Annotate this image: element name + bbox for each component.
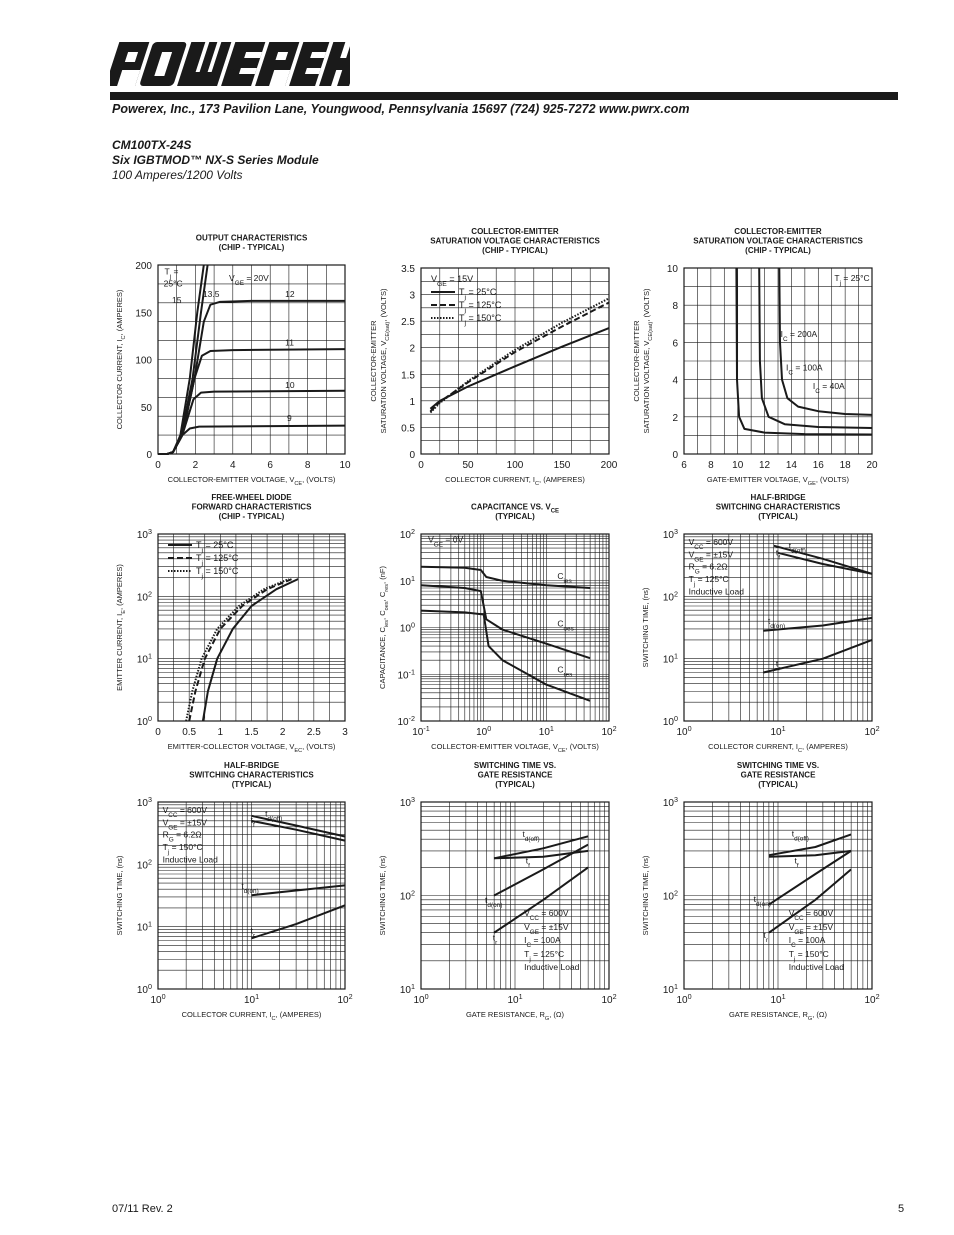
x-tick-label: 12 (759, 460, 771, 471)
chart-title-line: (TYPICAL) (495, 780, 535, 789)
y-tick-label: $10^1$ (662, 981, 678, 996)
legend-entry: $T_j = 125^\circ C$ (196, 553, 239, 567)
annotation-label: 13.5 (202, 289, 220, 300)
x-axis-label: COLLECTOR CURRENT, $I_C$, (AMPERES) (181, 1010, 322, 1022)
annotation-label: 11 (285, 337, 294, 348)
x-tick-label: $10^0$ (476, 723, 492, 738)
annotation-label: $t_{d(on)}$ (241, 881, 259, 895)
page-number: 5 (898, 1203, 905, 1215)
x-tick-label: $10^0$ (413, 991, 429, 1006)
chart-title (430, 227, 600, 255)
chart-c6 (641, 493, 880, 754)
series-line (494, 836, 588, 858)
x-axis-label: COLLECTOR CURRENT, $I_C$, (AMPERES) (708, 742, 848, 754)
legend-entry: $T_j = 125^\circ C$ (459, 300, 502, 314)
x-tick-label: 2.5 (306, 727, 321, 738)
x-tick-label: 6 (681, 460, 687, 471)
chart-title-line: COLLECTOR-EMITTER (471, 227, 559, 236)
chart-c7 (115, 761, 353, 1022)
x-tick-label: 1.5 (244, 727, 259, 738)
series-line (421, 585, 590, 658)
x-tick-label: $10^1$ (770, 991, 786, 1006)
chart-title-line: OUTPUT CHARACTERISTICS (195, 233, 308, 243)
annotation-label: $t_f$ (775, 547, 781, 562)
series-line (252, 905, 346, 938)
part-number: CM100TX-24S (112, 138, 192, 152)
y-tick-label: 10 (666, 264, 678, 275)
series-line (778, 553, 872, 574)
y-tick-label: 6 (672, 338, 678, 350)
x-tick-label: 0 (418, 460, 424, 471)
chart-title-line: FORWARD CHARACTERISTICS (191, 502, 312, 512)
annotation-label: $C_{oes}$ (557, 618, 574, 633)
logo-text: POWEREX (230, 70, 236, 71)
x-tick-label: 150 (553, 460, 571, 471)
annotation-label: Inductive Load (524, 961, 580, 972)
legend (431, 274, 502, 327)
y-axis-label: COLLECTOR CURRENT, $I_C$, (AMPERES) (115, 289, 127, 430)
y-tick-label: 4 (672, 375, 678, 387)
y-tick-label: 0 (146, 450, 152, 461)
annotation-label: $V_{GE} = 20V$ (229, 273, 269, 287)
y-tick-label: $10^0$ (399, 620, 415, 635)
x-tick-label: $10^1$ (243, 991, 260, 1006)
series-line (252, 816, 346, 837)
x-tick-label: $10^0$ (150, 991, 166, 1006)
y-tick-label: 100 (135, 355, 152, 367)
chart-title-line: SWITCHING CHARACTERISTICS (189, 770, 314, 780)
y-axis-label: CAPACITANCE, $C_{ies}$, $C_{oes}$, $C_{res}$, (nF) (378, 566, 390, 689)
x-tick-label: 0 (155, 727, 161, 738)
chart-title-line: COLLECTOR-EMITTER (734, 227, 822, 236)
y-tick-label: $10^1$ (662, 651, 678, 666)
x-tick-label: 8 (304, 460, 311, 471)
x-tick-label: 10 (732, 460, 744, 471)
x-tick-label: 0 (155, 460, 161, 471)
y-tick-label: $10^3$ (399, 794, 415, 809)
y-tick-label: $10^3$ (662, 794, 678, 809)
y-tick-label: 2 (409, 343, 415, 355)
chart-title (189, 761, 314, 789)
y-tick-label: 1.5 (401, 370, 415, 382)
annotation-label: $t_r$ (763, 930, 768, 944)
x-tick-label: 50 (462, 460, 474, 471)
y-tick-label: $10^{-1}$ (397, 666, 415, 682)
annotation-label: $t_r$ (775, 658, 781, 672)
x-tick-label: $10^2$ (601, 991, 617, 1006)
chart-title-line: (CHIP - TYPICAL) (218, 243, 285, 252)
x-axis-label: COLLECTOR-EMITTER VOLTAGE, $V_{CE}$, (VOLTS) (431, 742, 599, 754)
series-line (430, 303, 609, 412)
annotation-label: $T_j = 25^\circ C$ (834, 273, 870, 287)
chart-title-line: SATURATION VOLTAGE CHARACTERISTICS (430, 236, 600, 246)
y-axis-label: COLLECTOR-EMITTER (369, 320, 378, 402)
y-tick-label: $10^3$ (136, 526, 152, 541)
y-tick-label: 3.5 (401, 264, 415, 275)
y-tick-label: 2.5 (401, 317, 415, 329)
x-tick-label: $10^1$ (538, 723, 554, 738)
y-tick-label: $10^2$ (662, 888, 678, 903)
y-tick-label: $10^3$ (136, 794, 152, 809)
series-line (769, 851, 851, 905)
x-tick-label: 18 (839, 460, 851, 471)
chart-title (474, 761, 556, 789)
annotation-label: 25°C (163, 278, 183, 289)
chart-c5 (378, 503, 617, 755)
y-tick-label: $10^2$ (136, 588, 152, 604)
y-axis-label: SATURATION VOLTAGE, $V_{CE(sat)}$, (VOLTS) (642, 288, 654, 434)
chart-title-line: (TYPICAL) (231, 780, 272, 789)
annotation-label: $V_{CC} = 600V$ (524, 908, 569, 922)
company-address: Powerex, Inc., 173 Pavilion Lane, Youngwood, Pennsylvania 15697 (724) 925-7272 www.pwrx.com (112, 102, 690, 116)
y-tick-label: $10^0$ (136, 981, 152, 996)
annotation-label: $t_{d(on)}$ (767, 615, 786, 630)
y-tick-label: 150 (135, 308, 152, 320)
chart-title-line: SWITCHING CHARACTERISTICS (715, 502, 841, 512)
chart-title-line: HALF-BRIDGE (750, 493, 806, 502)
x-axis-label: EMITTER-COLLECTOR VOLTAGE, $V_{EC}$, (VOLTS) (167, 742, 336, 754)
part-description: Six IGBTMOD™ NX-S Series Module (112, 153, 319, 167)
annotation-label: $t_{d(off)}$ (788, 540, 806, 555)
gridlines (421, 534, 609, 721)
chart-title-line: GATE RESISTANCE (477, 770, 553, 780)
y-tick-label: $10^0$ (136, 713, 152, 728)
x-tick-label: 3 (342, 727, 348, 738)
part-rating: 100 Amperes/1200 Volts (112, 168, 243, 182)
gridlines (158, 534, 345, 721)
annotation-label: $t_f$ (794, 855, 799, 869)
x-tick-label: 1 (217, 727, 224, 738)
x-axis-label: GATE RESISTANCE, $R_G$, (Ω) (728, 1010, 828, 1022)
gridlines (684, 268, 872, 454)
chart-title-line: (CHIP - TYPICAL) (745, 246, 811, 255)
annotation-label: $I_C = 100A$ (786, 362, 823, 376)
annotation-label: 15 (172, 294, 182, 305)
annotation-label: $V_{CC} = 600V$ (788, 908, 834, 922)
y-axis-label: SWITCHING TIME, (ns) (641, 855, 650, 936)
chart-title (196, 234, 308, 253)
chart-title-line: GATE RESISTANCE (740, 770, 816, 780)
series-line (736, 268, 872, 435)
x-tick-label: 16 (812, 460, 824, 471)
legend-header: $V_{GE} = 15V$ (431, 274, 474, 288)
annotation-label: $I_C = 100A$ (788, 935, 826, 949)
y-tick-label: 8 (672, 301, 678, 313)
x-tick-label: 10 (339, 460, 351, 471)
x-tick-label: 2 (279, 727, 286, 738)
y-tick-label: $10^0$ (662, 713, 678, 728)
y-tick-label: $10^1$ (136, 651, 152, 666)
annotation-label: $R_G = 6.2\Omega$ (162, 829, 202, 843)
y-tick-label: $10^2$ (399, 888, 415, 903)
x-axis-label: GATE RESISTANCE, $R_G$, (Ω) (465, 1010, 565, 1022)
annotation-label: $I_C = 100A$ (524, 935, 561, 949)
x-tick-label: 20 (866, 460, 878, 471)
annotation-label: $t_{d(off)}$ (791, 828, 809, 842)
chart-title-line: SATURATION VOLTAGE CHARACTERISTICS (693, 236, 863, 246)
annotation-label: $t_{d(on)}$ (753, 894, 771, 908)
legend-entry: $T_j = 150^\circ C$ (459, 313, 502, 327)
annotation-label: $T_j = 125^\circ C$ (688, 573, 729, 588)
annotation-label: $C_{res}$ (557, 664, 573, 678)
x-tick-label: $10^1$ (770, 723, 786, 738)
annotation-label: $V_{CC} = 600V$ (162, 804, 208, 819)
chart-title-line: (TYPICAL) (758, 512, 798, 521)
annotation-label: $t_{d(off)}$ (265, 808, 283, 822)
annotation-label: Inductive Load (688, 586, 744, 597)
y-tick-label: 2 (672, 412, 678, 424)
y-tick-label: 0.5 (401, 423, 415, 435)
annotation-label: $V_{GE} = \pm 15V$ (688, 549, 734, 563)
annotation-label: 10 (285, 379, 295, 390)
y-tick-label: 0 (409, 450, 415, 461)
chart-title (737, 761, 819, 789)
annotation-label: $V_{GE} = 0V$ (428, 534, 464, 549)
y-axis-label: SWITCHING TIME, (ns) (641, 587, 650, 668)
annotation-label: $V_{CC} = 600V$ (688, 536, 734, 551)
x-axis-label: GATE-EMITTER VOLTAGE, $V_{GE}$, (VOLTS) (706, 475, 850, 487)
series-line (252, 885, 346, 895)
chart-title-line: (CHIP - TYPICAL) (218, 512, 285, 521)
series-line (759, 268, 872, 428)
x-tick-label: 0.5 (182, 727, 197, 738)
y-tick-label: 200 (135, 261, 152, 272)
gridlines (421, 268, 609, 454)
chart-title-line: HALF-BRIDGE (223, 761, 280, 770)
chart-c1 (115, 234, 351, 488)
chart-title-line: CAPACITANCE VS. $V_{CE}$ (470, 502, 560, 515)
x-tick-label: 2 (192, 460, 199, 471)
annotation-label: $I_C = 200A$ (780, 328, 818, 343)
y-tick-label: $10^2$ (662, 588, 678, 604)
annotation-label: $V_{GE} = \pm 15V$ (162, 817, 207, 831)
y-tick-label: 0 (672, 450, 678, 461)
y-tick-label: 50 (140, 402, 152, 414)
y-axis-label: EMITTER CURRENT, $I_E$, (AMPERES) (115, 564, 127, 691)
series-line (494, 845, 588, 896)
annotation-label: 12 (285, 289, 295, 300)
y-tick-label: $10^1$ (399, 573, 415, 588)
chart-title-line: (TYPICAL) (758, 780, 798, 789)
x-axis-label: COLLECTOR-EMITTER VOLTAGE, $V_{CE}$, (VOLTS) (167, 475, 336, 487)
chart-title-line: SWITCHING TIME VS. (736, 761, 820, 770)
y-tick-label: $10^1$ (136, 919, 152, 934)
chart-title (693, 227, 863, 255)
series-line (779, 268, 872, 415)
chart-title-line: (CHIP - TYPICAL) (482, 246, 548, 255)
annotation-label: $t_r$ (492, 932, 498, 947)
y-tick-label: $10^1$ (399, 981, 415, 996)
x-tick-label: $10^0$ (676, 723, 692, 738)
annotation-label: Inductive Load (788, 961, 845, 972)
chart-c2 (369, 227, 618, 487)
x-axis-label: COLLECTOR CURRENT, $I_C$, (AMPERES) (445, 475, 585, 487)
legend-entry: $T_j = 150^\circ C$ (196, 566, 239, 580)
chart-title (716, 493, 841, 521)
x-tick-label: $10^2$ (601, 723, 617, 738)
x-tick-label: 100 (506, 460, 524, 471)
annotation-label: $t_{d(on)}$ (485, 895, 503, 909)
x-tick-label: 4 (230, 460, 236, 471)
series-line (252, 821, 346, 841)
series-line (430, 328, 609, 409)
chart-title-line: SWITCHING TIME VS. (473, 761, 557, 770)
chart-title (471, 503, 559, 522)
y-tick-label: 3 (409, 290, 415, 302)
y-tick-label: $10^2$ (136, 856, 152, 872)
chart-c3 (632, 227, 878, 487)
x-tick-label: $10^2$ (337, 991, 353, 1006)
x-tick-label: 6 (267, 460, 273, 471)
annotation-label: $t_r$ (250, 925, 256, 939)
annotation-label: $t_f$ (250, 815, 255, 829)
chart-title-line: FREE-WHEEL DIODE (211, 493, 292, 502)
y-tick-label: 1 (409, 396, 415, 408)
legend-entry: $T_j = 25^\circ C$ (196, 540, 234, 554)
annotation-label: $V_{GE} = \pm 15V$ (788, 921, 834, 936)
x-tick-label: 200 (600, 460, 618, 471)
chart-title-line: (TYPICAL) (495, 512, 535, 521)
y-axis-label: COLLECTOR-EMITTER (632, 320, 641, 402)
y-axis-label: SATURATION VOLTAGE, $V_{CE(sat)}$, (VOLTS) (379, 288, 391, 434)
x-tick-label: 14 (785, 460, 797, 471)
annotation-label: 9 (287, 412, 292, 423)
annotation-label: $t_{d(off)}$ (522, 829, 540, 843)
x-tick-label: $10^1$ (507, 991, 523, 1006)
annotation-label: $T_j = 125^\circ C$ (524, 948, 565, 963)
series-line (186, 579, 289, 721)
chart-c9 (641, 761, 880, 1022)
annotation-label: $I_C = 40A$ (812, 380, 845, 395)
chart-c8 (378, 761, 617, 1022)
annotation-label: $C_{ies}$ (557, 570, 572, 585)
y-tick-label: $10^3$ (662, 526, 678, 541)
annotation-label: $V_{GE} = \pm 15V$ (524, 921, 569, 936)
chart-title (192, 493, 313, 521)
y-axis-label: SWITCHING TIME, (ns) (115, 855, 124, 936)
chart-c4 (115, 493, 348, 754)
legend-entry: $T_j = 25^\circ C$ (459, 287, 497, 301)
annotation-label: $T_j$ = (164, 266, 179, 280)
gridlines (421, 802, 609, 989)
x-tick-label: 8 (708, 460, 714, 471)
legend (168, 540, 239, 580)
y-tick-label: $10^{-2}$ (397, 713, 415, 728)
y-axis-label: SWITCHING TIME, (ns) (378, 855, 387, 936)
x-tick-label: $10^2$ (864, 991, 880, 1006)
x-tick-label: $10^0$ (676, 991, 692, 1006)
annotation-label: Inductive Load (162, 854, 218, 865)
revision-label: 07/11 Rev. 2 (112, 1203, 173, 1215)
x-tick-label: $10^{-1}$ (412, 723, 430, 738)
annotation-label: $R_G = 6.2\Omega$ (688, 561, 728, 575)
annotation-label: $T_j = 150^\circ C$ (162, 841, 203, 856)
annotation-label: $t_f$ (525, 855, 530, 869)
y-tick-label: $10^2$ (399, 526, 415, 541)
annotation-label: $T_j = 150^\circ C$ (788, 948, 829, 963)
x-tick-label: $10^2$ (864, 723, 880, 738)
